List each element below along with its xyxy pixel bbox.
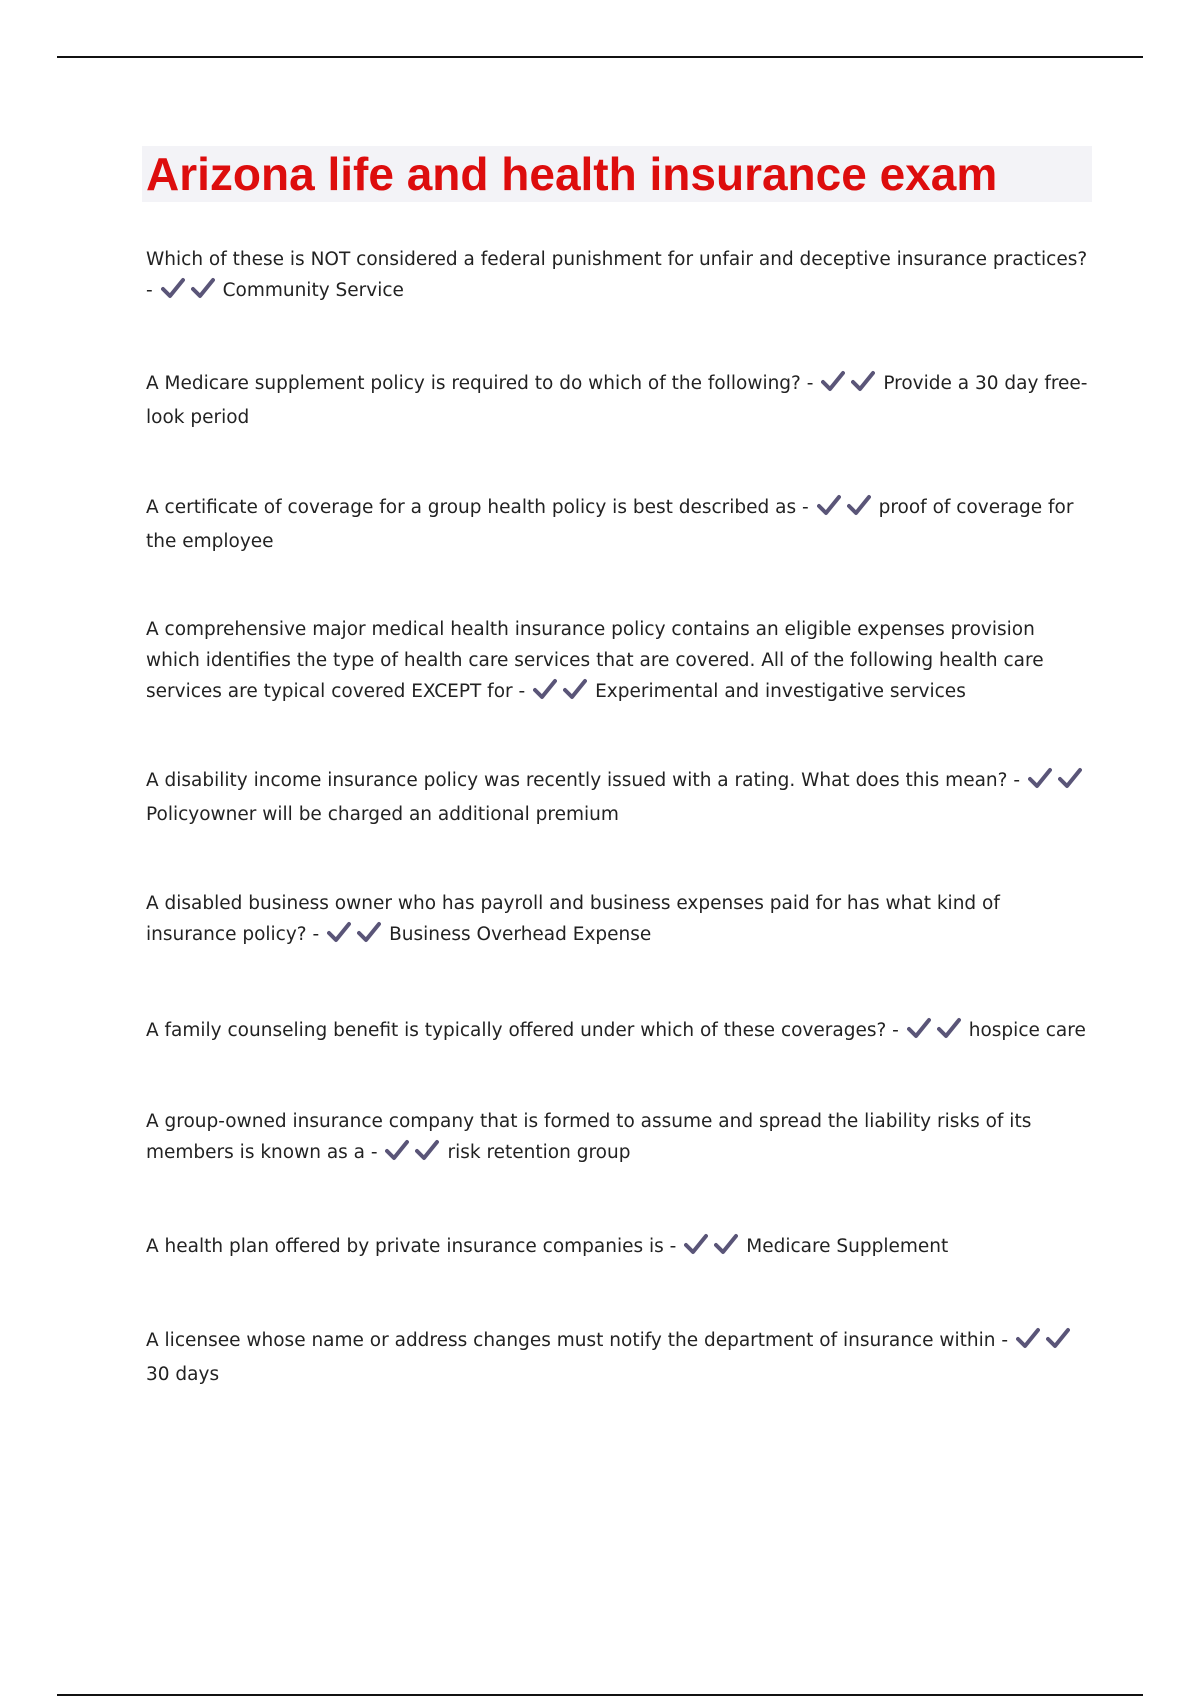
check-icon <box>851 370 875 392</box>
check-icon <box>817 494 841 516</box>
qa-item <box>146 1015 1091 1049</box>
qa-item <box>146 888 1091 953</box>
check-marks <box>1016 1327 1076 1359</box>
check-icon <box>415 1139 439 1161</box>
check-icon <box>385 1139 409 1161</box>
check-icon <box>357 921 381 943</box>
qa-item <box>146 492 1091 557</box>
check-marks <box>533 678 593 710</box>
check-icon <box>684 1233 708 1255</box>
question-text: A comprehensive major medical health insurance policy contains an eligible expenses provision which identifies the type of health care services that are covered. All of the following health care services are typical covered EXCEPT for - <box>146 619 1044 702</box>
answer-text: Medicare Supplement <box>746 1236 949 1257</box>
qa-item <box>146 244 1091 309</box>
qa-item <box>146 1231 1091 1265</box>
qa-item <box>146 765 1091 830</box>
check-icon <box>1028 767 1052 789</box>
question-text: A disabled business owner who has payroll and business expenses paid for has what kind of insurance policy? - <box>146 893 1000 945</box>
check-icon <box>161 277 185 299</box>
answer-text: 30 days <box>146 1364 220 1385</box>
footer-rule <box>57 1694 1143 1696</box>
check-icon <box>533 678 557 700</box>
check-marks <box>161 277 221 309</box>
check-icon <box>563 678 587 700</box>
answer-text: Provide a 30 day free-look period <box>146 373 1088 428</box>
check-marks <box>327 921 387 953</box>
check-marks <box>1028 767 1088 799</box>
question-text: A health plan offered by private insurance companies is - <box>146 1236 677 1257</box>
check-icon <box>714 1233 738 1255</box>
question-text: A licensee whose name or address changes must notify the department of insurance within - <box>146 1330 1009 1351</box>
answer-text: Community Service <box>222 280 404 301</box>
question-text: A disability income insurance policy was recently issued with a rating. What does this mean? - <box>146 770 1021 791</box>
qa-item <box>146 1325 1091 1390</box>
question-text: A certificate of coverage for a group health policy is best described as - <box>146 497 809 518</box>
check-icon <box>907 1017 931 1039</box>
check-marks <box>907 1017 967 1049</box>
qa-item <box>146 614 1091 710</box>
header-rule <box>57 56 1143 58</box>
check-marks <box>817 494 877 526</box>
check-icon <box>847 494 871 516</box>
question-text: A Medicare supplement policy is required to do which of the following? - <box>146 373 814 394</box>
qa-item <box>146 368 1091 433</box>
qa-item <box>146 1106 1091 1171</box>
check-icon <box>1016 1327 1040 1349</box>
question-text: Which of these is NOT considered a federal punishment for unfair and deceptive insurance practices? - <box>146 249 1088 301</box>
answer-text: proof of coverage for the employee <box>146 497 1074 552</box>
answer-text: Experimental and investigative services <box>595 681 966 702</box>
check-icon <box>1046 1327 1070 1349</box>
check-icon <box>821 370 845 392</box>
check-icon <box>191 277 215 299</box>
question-text: A group-owned insurance company that is formed to assume and spread the liability risks of its members is known as a - <box>146 1111 1032 1163</box>
answer-text: Policyowner will be charged an additional premium <box>146 804 619 825</box>
check-icon <box>937 1017 961 1039</box>
answer-text: risk retention group <box>447 1142 631 1163</box>
check-icon <box>1058 767 1082 789</box>
check-marks <box>385 1139 445 1171</box>
answer-text: hospice care <box>968 1020 1086 1041</box>
answer-text: Business Overhead Expense <box>389 924 652 945</box>
page-title: Arizona life and health insurance exam <box>146 148 998 200</box>
question-text: A family counseling benefit is typically offered under which of these coverages? - <box>146 1020 899 1041</box>
check-marks <box>821 370 881 402</box>
check-icon <box>327 921 351 943</box>
check-marks <box>684 1233 744 1265</box>
